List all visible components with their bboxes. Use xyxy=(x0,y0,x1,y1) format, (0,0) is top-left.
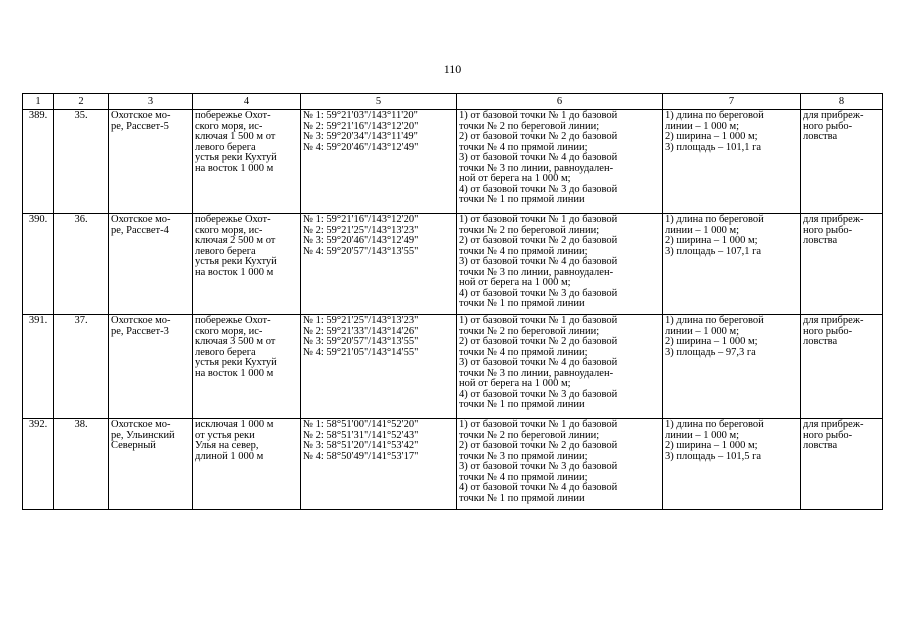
coordinates-cell xyxy=(301,214,457,315)
cell-line: № 4: 59°20'57"/143°13'55" xyxy=(303,245,419,257)
cell-line: № 2: 58°51'31"/141°52'43" xyxy=(303,429,419,441)
cell-line: точки № 3 по линии, равноудален- xyxy=(459,266,614,278)
cell-line: 3) от базовой точки № 4 до базовой xyxy=(459,357,618,368)
area-cell xyxy=(109,110,193,214)
cell-line: точки № 4 по прямой линии; xyxy=(459,141,588,153)
cell-line: левого берега xyxy=(195,245,256,257)
cell-line: ловства xyxy=(803,440,838,451)
column-header: 5 xyxy=(301,94,457,110)
area-number-cell: 36. xyxy=(54,214,109,315)
cell-line: № 1: 58°51'00"/141°52'20" xyxy=(303,419,419,430)
cell-line: Охотское мо- xyxy=(111,110,171,121)
cell-line: 1) от базовой точки № 1 до базовой xyxy=(459,315,618,326)
size-cell xyxy=(663,419,801,510)
cell-line: точки № 2 по береговой линии; xyxy=(459,325,600,337)
cell-line: 2) от базовой точки № 2 до базовой xyxy=(459,131,618,142)
cell-line: точки № 2 по береговой линии; xyxy=(459,224,600,236)
boundary-description-cell xyxy=(457,315,663,419)
size-cell xyxy=(663,110,801,214)
table-row xyxy=(23,315,883,419)
cell-line: ной от берега на 1 000 м; xyxy=(459,173,571,184)
fishing-areas-table xyxy=(22,93,883,510)
row-number-cell: 392. xyxy=(23,419,54,510)
column-header: 6 xyxy=(457,94,663,110)
cell-line: ной от берега на 1 000 м; xyxy=(459,277,571,288)
cell-line: для прибреж- xyxy=(803,315,864,326)
cell-line: 1) длина по береговой xyxy=(665,315,764,326)
cell-line: точки № 4 по прямой линии; xyxy=(459,471,588,483)
cell-line: Охотское мо- xyxy=(111,419,171,430)
cell-line: 3) площадь – 101,1 га xyxy=(665,141,762,153)
boundary-description-cell xyxy=(457,214,663,315)
cell-line: линии – 1 000 м; xyxy=(665,224,740,236)
cell-line: побережье Охот- xyxy=(195,214,271,225)
cell-line: 4) от базовой точки № 3 до базовой xyxy=(459,287,618,299)
cell-line: № 2: 59°21'25"/143°13'23" xyxy=(303,224,419,236)
table-row xyxy=(23,214,883,315)
column-header: 3 xyxy=(109,94,193,110)
cell-line: исключая 1 000 м xyxy=(195,419,274,430)
cell-line: точки № 1 по прямой линии xyxy=(459,399,585,410)
row-number-cell: 390. xyxy=(23,214,54,315)
cell-line: ловства xyxy=(803,131,838,142)
cell-line: № 4: 59°20'46"/143°12'49" xyxy=(303,141,419,153)
cell-line: ре, Ульинский xyxy=(111,429,175,441)
cell-line: ключая 1 500 м от xyxy=(195,131,276,142)
table-row xyxy=(23,110,883,214)
cell-line: № 3: 58°51'20"/141°53'42" xyxy=(303,440,419,451)
cell-line: устья реки Кухтуй xyxy=(195,357,277,368)
cell-line: ного рыбо- xyxy=(803,325,853,337)
cell-line: точки № 4 по прямой линии; xyxy=(459,346,588,358)
cell-line: левого берега xyxy=(195,141,256,153)
cell-line: 2) от базовой точки № 2 до базовой xyxy=(459,235,618,246)
cell-line: на восток 1 000 м xyxy=(195,162,274,174)
cell-line: точки № 1 по прямой линии xyxy=(459,298,585,309)
cell-line: для прибреж- xyxy=(803,419,864,430)
cell-line: ского моря, ис- xyxy=(195,325,263,337)
cell-line: 2) ширина – 1 000 м; xyxy=(665,235,758,246)
row-number-cell: 391. xyxy=(23,315,54,419)
cell-line: 3) от базовой точки № 4 до базовой xyxy=(459,152,618,163)
column-header: 1 xyxy=(23,94,54,110)
border-cell xyxy=(193,419,301,510)
boundary-description-cell xyxy=(457,110,663,214)
coordinates-cell xyxy=(301,419,457,510)
cell-line: точки № 3 по линии, равноудален- xyxy=(459,367,614,379)
boundary-description-cell xyxy=(457,419,663,510)
cell-line: линии – 1 000 м; xyxy=(665,429,740,441)
cell-line: ловства xyxy=(803,336,838,347)
cell-line: 3) площадь – 101,5 га xyxy=(665,450,762,462)
cell-line: ского моря, ис- xyxy=(195,120,263,132)
cell-line: точки № 2 по береговой линии; xyxy=(459,120,600,132)
cell-line: ной от берега на 1 000 м; xyxy=(459,378,571,389)
cell-line: 2) ширина – 1 000 м; xyxy=(665,440,758,451)
cell-line: 3) от базовой точки № 4 до базовой xyxy=(459,256,618,267)
cell-line: 1) от базовой точки № 1 до базовой xyxy=(459,110,618,121)
cell-line: ного рыбо- xyxy=(803,429,853,441)
cell-line: на восток 1 000 м xyxy=(195,367,274,379)
cell-line: 1) длина по береговой xyxy=(665,110,764,121)
size-cell xyxy=(663,214,801,315)
purpose-cell xyxy=(801,214,883,315)
cell-line: устья реки Кухтуй xyxy=(195,152,277,163)
area-cell xyxy=(109,315,193,419)
border-cell xyxy=(193,214,301,315)
cell-line: длиной 1 000 м xyxy=(195,450,264,462)
cell-line: 1) длина по береговой xyxy=(665,419,764,430)
header-row xyxy=(23,94,883,110)
cell-line: 1) от базовой точки № 1 до базовой xyxy=(459,419,618,430)
cell-line: точки № 2 по береговой линии; xyxy=(459,429,600,441)
cell-line: № 3: 59°20'46"/143°12'49" xyxy=(303,235,419,246)
cell-line: ре, Рассвет-3 xyxy=(111,325,169,337)
column-header: 4 xyxy=(193,94,301,110)
coordinates-cell xyxy=(301,315,457,419)
cell-line: Улья на север, xyxy=(195,440,259,451)
cell-line: № 2: 59°21'33"/143°14'26" xyxy=(303,325,419,337)
cell-line: ского моря, ис- xyxy=(195,224,263,236)
cell-line: № 4: 59°21'05"/143°14'55" xyxy=(303,346,419,358)
row-number-cell: 389. xyxy=(23,110,54,214)
area-cell xyxy=(109,419,193,510)
cell-line: Охотское мо- xyxy=(111,214,171,225)
cell-line: побережье Охот- xyxy=(195,110,271,121)
cell-line: ключая 3 500 м от xyxy=(195,336,276,347)
cell-line: № 1: 59°21'25"/143°13'23" xyxy=(303,315,419,326)
size-cell xyxy=(663,315,801,419)
border-cell xyxy=(193,315,301,419)
cell-line: 2) от базовой точки № 2 до базовой xyxy=(459,336,618,347)
purpose-cell xyxy=(801,315,883,419)
cell-line: № 3: 59°20'34"/143°11'49" xyxy=(303,131,418,142)
cell-line: точки № 3 по прямой линии; xyxy=(459,450,588,462)
cell-line: № 4: 58°50'49"/141°53'17" xyxy=(303,450,419,462)
cell-line: Северный xyxy=(111,440,156,451)
cell-line: левого берега xyxy=(195,346,256,358)
cell-line: № 3: 59°20'57"/143°13'55" xyxy=(303,336,419,347)
area-number-cell: 37. xyxy=(54,315,109,419)
border-cell xyxy=(193,110,301,214)
area-cell xyxy=(109,214,193,315)
cell-line: 4) от базовой точки № 3 до базовой xyxy=(459,183,618,195)
cell-line: линии – 1 000 м; xyxy=(665,120,740,132)
column-header: 8 xyxy=(801,94,883,110)
cell-line: побережье Охот- xyxy=(195,315,271,326)
cell-line: 3) от базовой точки № 3 до базовой xyxy=(459,461,618,472)
cell-line: 2) от базовой точки № 2 до базовой xyxy=(459,440,618,451)
cell-line: 1) от базовой точки № 1 до базовой xyxy=(459,214,618,225)
cell-line: 2) ширина – 1 000 м; xyxy=(665,336,758,347)
cell-line: точки № 4 по прямой линии; xyxy=(459,245,588,257)
cell-line: точки № 1 по прямой линии xyxy=(459,194,585,205)
cell-line: ловства xyxy=(803,235,838,246)
column-header: 2 xyxy=(54,94,109,110)
cell-line: для прибреж- xyxy=(803,214,864,225)
cell-line: ре, Рассвет-4 xyxy=(111,224,169,236)
cell-line: Охотское мо- xyxy=(111,315,171,326)
cell-line: ного рыбо- xyxy=(803,224,853,236)
cell-line: 3) площадь – 97,3 га xyxy=(665,346,756,358)
cell-line: точки № 3 по линии, равноудален- xyxy=(459,162,614,174)
cell-line: линии – 1 000 м; xyxy=(665,325,740,337)
cell-line: 4) от базовой точки № 3 до базовой xyxy=(459,388,618,400)
cell-line: ре, Рассвет-5 xyxy=(111,120,169,132)
cell-line: 3) площадь – 107,1 га xyxy=(665,245,762,257)
purpose-cell xyxy=(801,419,883,510)
cell-line: устья реки Кухтуй xyxy=(195,256,277,267)
cell-line: № 1: 59°21'03"/143°11'20" xyxy=(303,110,418,121)
cell-line: точки № 1 по прямой линии xyxy=(459,492,585,504)
cell-line: от устья реки xyxy=(195,429,255,441)
area-number-cell: 35. xyxy=(54,110,109,214)
area-number-cell: 38. xyxy=(54,419,109,510)
cell-line: на восток 1 000 м xyxy=(195,266,274,278)
cell-line: ключая 2 500 м от xyxy=(195,235,276,246)
coordinates-cell xyxy=(301,110,457,214)
cell-line: 2) ширина – 1 000 м; xyxy=(665,131,758,142)
purpose-cell xyxy=(801,110,883,214)
column-header: 7 xyxy=(663,94,801,110)
cell-line: для прибреж- xyxy=(803,110,864,121)
page-number: 110 xyxy=(443,62,462,76)
table-row xyxy=(23,419,883,510)
cell-line: 4) от базовой точки № 4 до базовой xyxy=(459,482,618,493)
cell-line: ного рыбо- xyxy=(803,120,853,132)
cell-line: 1) длина по береговой xyxy=(665,214,764,225)
cell-line: № 1: 59°21'16"/143°12'20" xyxy=(303,214,419,225)
cell-line: № 2: 59°21'16"/143°12'20" xyxy=(303,120,419,132)
